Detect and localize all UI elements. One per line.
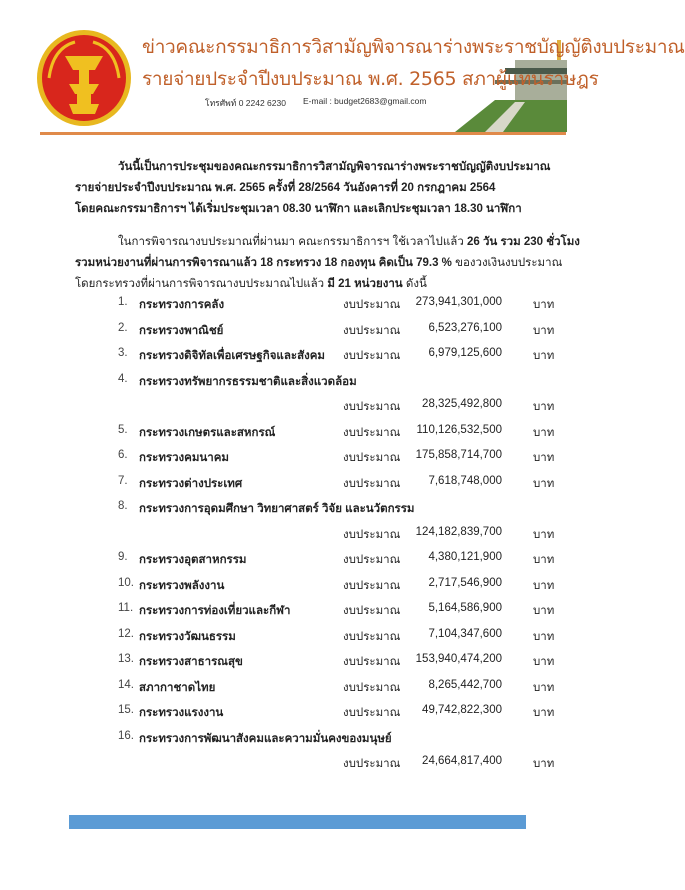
ministry-name: กระทรวงดิจิทัลเพื่อเศรษฐกิจและสังคม <box>139 350 325 362</box>
ministry-name: กระทรวงทรัพยากรธรรมชาติและสิ่งแวดล้อม <box>139 375 357 388</box>
currency-unit: บาท <box>533 630 555 643</box>
list-item <box>0 730 629 750</box>
summary-line2 <box>75 254 565 272</box>
currency-unit: บาท <box>533 681 555 694</box>
ministry-name: กระทรวงการอุดมศึกษา วิทยาศาสตร์ วิจัย และนวัตกรรม <box>139 503 415 515</box>
ministry-name: กระทรวงสาธารณสุข <box>139 656 243 668</box>
budget-label: งบประมาณ <box>343 579 401 592</box>
list-item <box>0 577 629 597</box>
ministry-name: กระทรวงการคลัง <box>139 299 225 311</box>
item-number: 9. <box>118 551 128 563</box>
budget-label: งบประมาณ <box>343 656 401 668</box>
budget-label: งบประมาณ <box>343 324 401 337</box>
currency-unit: บาท <box>533 579 555 592</box>
currency-unit: บาท <box>533 299 555 311</box>
currency-unit: บาท <box>533 401 555 413</box>
currency-unit: บาท <box>533 350 555 362</box>
ministry-name: กระทรวงอุตสาหกรรม <box>139 554 247 566</box>
summary-text: โดยกระทรวงที่ผ่านการพิจารณางบประมาณไปแล้ว <box>75 278 328 290</box>
header-title-line2: รายจ่ายประจำปีงบประมาณ พ.ศ. 2565 สภาผู้แทนราษฎร <box>142 68 599 90</box>
item-number: 7. <box>118 474 128 487</box>
list-item <box>0 500 629 520</box>
currency-unit: บาท <box>533 707 555 719</box>
list-item <box>0 475 629 495</box>
list-item <box>0 755 629 775</box>
budget-amount: 24,664,817,400 <box>422 755 502 767</box>
list-item <box>0 704 629 724</box>
item-number: 14. <box>118 678 134 691</box>
summary-line3 <box>75 275 565 293</box>
budget-amount: 153,940,474,200 <box>415 653 502 665</box>
item-number: 3. <box>118 347 128 359</box>
summary-unit-count: มี 21 หน่วยงาน <box>327 278 403 290</box>
budget-label: งบประมาณ <box>343 401 401 413</box>
header-divider <box>40 132 566 135</box>
budget-amount: 175,858,714,700 <box>415 449 502 461</box>
ministry-name: สภากาชาดไทย <box>139 681 216 694</box>
ministry-name: กระทรวงเกษตรและสหกรณ์ <box>139 426 276 439</box>
ministry-name: กระทรวงต่างประเทศ <box>139 477 243 490</box>
item-number: 6. <box>118 449 128 461</box>
list-item <box>0 424 629 444</box>
list-item <box>0 679 629 699</box>
header-title-line1: ข่าวคณะกรรมาธิการวิสามัญพิจารณาร่างพระราชบัญญัติงบประมาณ <box>142 36 685 58</box>
budget-amount: 2,717,546,900 <box>428 576 502 589</box>
currency-unit: บาท <box>533 324 555 337</box>
meeting-intro-line2: รายจ่ายประจำปีงบประมาณ พ.ศ. 2565 ครั้งที่ 28/2564 วันอังคารที่ 20 กรกฎาคม 2564 <box>75 182 496 194</box>
item-number: 15. <box>118 704 134 716</box>
currency-unit: บาท <box>533 758 555 770</box>
parliament-emblem-logo <box>35 28 133 128</box>
budget-label: งบประมาณ <box>343 350 401 362</box>
budget-amount: 6,523,276,100 <box>428 321 502 334</box>
list-item <box>0 653 629 673</box>
budget-amount: 7,618,748,000 <box>428 474 502 487</box>
list-item <box>0 449 629 469</box>
budget-label: งบประมาณ <box>343 758 401 770</box>
list-item <box>0 373 629 393</box>
budget-amount: 7,104,347,600 <box>428 627 502 640</box>
summary-line1 <box>118 233 608 251</box>
item-number: 2. <box>118 321 128 334</box>
item-number: 10. <box>118 576 134 589</box>
footer-bar <box>69 815 526 829</box>
budget-label: งบประมาณ <box>343 528 401 541</box>
summary-text: ดังนี้ <box>402 278 427 290</box>
list-item <box>0 347 629 367</box>
list-item <box>0 296 629 316</box>
budget-amount: 4,380,121,900 <box>428 551 502 563</box>
budget-amount: 273,941,301,000 <box>415 296 502 308</box>
currency-unit: บาท <box>533 452 555 464</box>
list-item <box>0 628 629 648</box>
item-number: 1. <box>118 296 128 308</box>
budget-label: งบประมาณ <box>343 554 401 566</box>
currency-unit: บาท <box>533 528 555 541</box>
budget-label: งบประมาณ <box>343 707 401 719</box>
budget-label: งบประมาณ <box>343 605 401 617</box>
item-number: 13. <box>118 653 134 665</box>
currency-unit: บาท <box>533 554 555 566</box>
budget-amount: 8,265,442,700 <box>428 678 502 691</box>
list-item <box>0 526 629 546</box>
summary-progress: รวมหน่วยงานที่ผ่านการพิจารณาแล้ว 18 กระทรวง 18 กองทุน คิดเป็น 79.3 % <box>75 257 452 269</box>
budget-label: งบประมาณ <box>343 630 401 643</box>
item-number: 12. <box>118 627 134 640</box>
budget-amount: 110,126,532,500 <box>416 423 502 436</box>
summary-text: ของวงเงินงบประมาณ <box>451 257 563 269</box>
item-number: 4. <box>118 372 128 385</box>
budget-label: งบประมาณ <box>343 452 401 464</box>
currency-unit: บาท <box>533 605 555 617</box>
header-phone: โทรศัพท์ 0 2242 6230 <box>205 98 286 108</box>
ministry-name: กระทรวงพลังงาน <box>139 579 225 592</box>
budget-amount: 5,164,586,900 <box>428 602 502 614</box>
ministry-name: กระทรวงคมนาคม <box>139 452 230 464</box>
currency-unit: บาท <box>533 426 555 439</box>
ministry-name: กระทรวงวัฒนธรรม <box>139 630 236 643</box>
ministry-name: กระทรวงการพัฒนาสังคมและความมั่นคงของมนุษย์ <box>139 732 392 745</box>
currency-unit: บาท <box>533 477 555 490</box>
meeting-intro-line1: วันนี้เป็นการประชุมของคณะกรรมาธิการวิสามัญพิจารณาร่างพระราชบัญญัติงบประมาณ <box>118 161 551 173</box>
budget-label: งบประมาณ <box>343 299 401 311</box>
budget-amount: 124,182,839,700 <box>415 525 502 538</box>
budget-label: งบประมาณ <box>343 681 401 694</box>
item-number: 11. <box>118 602 134 614</box>
item-number: 8. <box>118 500 128 512</box>
list-item <box>0 398 629 418</box>
header-email: E-mail : budget2683@gmail.com <box>303 96 427 106</box>
budget-amount: 28,325,492,800 <box>422 398 502 410</box>
item-number: 16. <box>118 729 134 742</box>
currency-unit: บาท <box>533 656 555 668</box>
budget-label: งบประมาณ <box>343 426 401 439</box>
meeting-intro-line3: โดยคณะกรรมาธิการฯ ได้เริ่มประชุมเวลา 08.30 นาฬิกา และเลิกประชุมเวลา 18.30 นาฬิกา <box>75 203 522 215</box>
item-number: 5. <box>118 423 128 436</box>
ministry-name: กระทรวงการท่องเที่ยวและกีฬา <box>139 605 291 617</box>
summary-duration: 26 วัน รวม 230 ชั่วโมง <box>466 236 580 248</box>
list-item <box>0 602 629 622</box>
ministry-name: กระทรวงพาณิชย์ <box>139 324 224 337</box>
ministry-name: กระทรวงแรงงาน <box>139 707 224 719</box>
list-item <box>0 551 629 571</box>
list-item <box>0 322 629 342</box>
budget-label: งบประมาณ <box>343 477 401 490</box>
budget-amount: 49,742,822,300 <box>422 704 502 716</box>
summary-text: ในการพิจารณางบประมาณที่ผ่านมา คณะกรรมาธิการฯ ใช้เวลาไปแล้ว <box>118 236 467 248</box>
budget-amount: 6,979,125,600 <box>428 347 502 359</box>
